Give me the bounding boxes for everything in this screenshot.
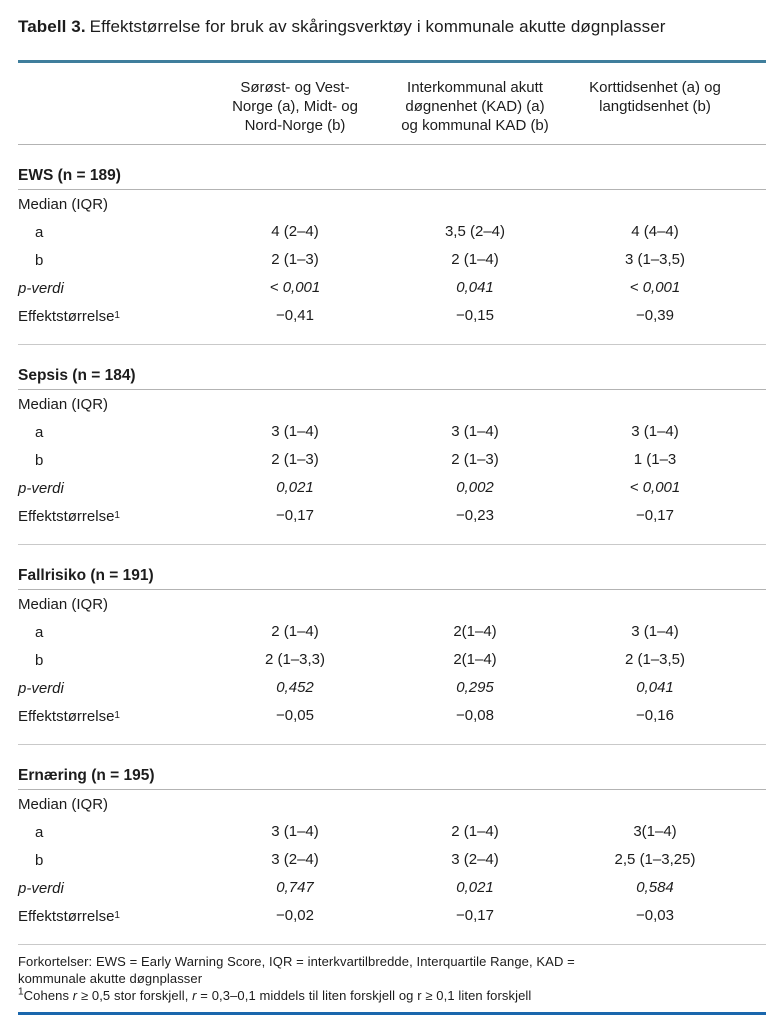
- section-header: Sepsis (n = 184): [18, 367, 136, 384]
- table-row: [18, 818, 766, 846]
- row-label: [18, 452, 205, 469]
- footnote: [18, 987, 766, 1005]
- row-label: [18, 652, 205, 669]
- row-label: [18, 480, 205, 497]
- table-cell: 3 (1–4): [631, 623, 679, 640]
- column-header: [205, 78, 385, 135]
- row-label: [18, 824, 205, 841]
- table-cell: 2 (1–3): [451, 451, 499, 468]
- table-body: [18, 145, 766, 945]
- table-section: [18, 545, 766, 745]
- row-label: [18, 880, 205, 897]
- table-cell: 4 (2–4): [271, 223, 319, 240]
- table-row: [18, 302, 766, 330]
- row-label-text: p-verdi: [18, 679, 64, 697]
- row-label-text: a: [35, 823, 44, 841]
- table-cell: 3 (2–4): [451, 851, 499, 868]
- table-row: [18, 874, 766, 902]
- bottom-accent-rule: [18, 1012, 766, 1015]
- column-header-row: [18, 63, 766, 144]
- table-cell: < 0,001: [629, 479, 681, 496]
- column-header-line: og kommunal KAD (b): [401, 117, 549, 134]
- table-cell: 4 (4–4): [631, 223, 679, 240]
- row-label: [18, 680, 205, 697]
- table-row: [18, 190, 766, 218]
- table-cell: 0,002: [456, 479, 494, 496]
- table-cell: 3 (1–3,5): [624, 251, 686, 268]
- row-label: Effektstørrelse 1: [18, 707, 120, 725]
- table-row: [18, 618, 766, 646]
- row-label-text: Effektstørrelse: [18, 307, 115, 325]
- row-label: Effektstørrelse 1: [18, 907, 120, 925]
- row-label: [18, 252, 205, 269]
- table-cell: 0,021: [276, 479, 314, 496]
- row-label: [18, 596, 205, 613]
- table-cell: 1 (1–3: [633, 451, 677, 468]
- table-title: [18, 16, 766, 38]
- row-label: [18, 224, 205, 241]
- row-label-text: Effektstørrelse: [18, 907, 115, 925]
- row-label-text: b: [35, 251, 44, 269]
- footer-abbreviation-line: kommunale akutte døgnplasser: [18, 971, 203, 986]
- row-label-text: p-verdi: [18, 879, 64, 897]
- table-cell: −0,02: [276, 907, 314, 924]
- row-label: [18, 280, 205, 297]
- table-cell: 0,295: [456, 679, 494, 696]
- column-header-line: Norge (a), Midt- og: [232, 98, 358, 115]
- table-cell: −0,15: [456, 307, 494, 324]
- table-row: [18, 418, 766, 446]
- table-row: [18, 702, 766, 730]
- column-header-line: døgnenhet (KAD) (a): [405, 98, 545, 115]
- footer-abbreviation-line: Forkortelser: EWS = Early Warning Score, IQR = interkvartilbredde, Interquartile Range, KAD =: [18, 954, 575, 969]
- table-row: [18, 502, 766, 530]
- footnote-segment: Cohens: [23, 988, 73, 1003]
- row-label-text: a: [35, 223, 44, 241]
- row-label-text: b: [35, 651, 44, 669]
- column-header-line: Sørøst- og Vest-: [240, 79, 350, 96]
- table-row: [18, 274, 766, 302]
- section-header: EWS (n = 189): [18, 167, 121, 184]
- table-cell: 3 (1–4): [451, 423, 499, 440]
- row-label-text: Median (IQR): [18, 795, 109, 813]
- row-label: [18, 624, 205, 641]
- table-footer: [18, 945, 766, 1005]
- section-header: Ernæring (n = 195): [18, 767, 155, 784]
- table-cell: 2 (1–4): [451, 823, 499, 840]
- column-header-line: Nord-Norge (b): [244, 117, 346, 134]
- table-cell: 2(1–4): [453, 623, 497, 640]
- row-label: [18, 796, 205, 813]
- table-cell: −0,17: [456, 907, 494, 924]
- section-header: Fallrisiko (n = 191): [18, 567, 154, 584]
- table-cell: −0,39: [636, 307, 674, 324]
- table-cell: −0,23: [456, 507, 494, 524]
- table-cell: −0,08: [456, 707, 494, 724]
- column-header: [385, 78, 565, 135]
- row-label: [18, 396, 205, 413]
- row-label-text: Median (IQR): [18, 195, 109, 213]
- table-cell: 3 (1–4): [271, 423, 319, 440]
- table-cell: −0,03: [636, 907, 674, 924]
- footnote-segment: r: [72, 988, 78, 1003]
- footer-abbreviations: [18, 953, 766, 987]
- table-row: [18, 390, 766, 418]
- row-label-text: Median (IQR): [18, 395, 109, 413]
- row-label-text: Effektstørrelse: [18, 707, 115, 725]
- table-cell: 2 (1–3,3): [264, 651, 326, 668]
- table-cell: 2 (1–3): [271, 451, 319, 468]
- column-header-line: Korttidsenhet (a) og: [589, 79, 721, 96]
- table-row: [18, 846, 766, 874]
- row-label-text: p-verdi: [18, 279, 64, 297]
- table-section: [18, 145, 766, 345]
- column-header-line: langtidsenhet (b): [599, 98, 711, 115]
- table-cell: 3(1–4): [633, 823, 677, 840]
- table-row: [18, 446, 766, 474]
- table-cell: −0,17: [276, 507, 314, 524]
- table-cell: 2 (1–4): [451, 251, 499, 268]
- table-cell: −0,05: [276, 707, 314, 724]
- table-cell: < 0,001: [269, 279, 321, 296]
- table-section: [18, 745, 766, 945]
- table-row: [18, 590, 766, 618]
- table-row: [18, 790, 766, 818]
- row-label: [18, 424, 205, 441]
- table-row: [18, 902, 766, 930]
- table-row: [18, 474, 766, 502]
- footnote-segment: ≥ 0,5 stor forskjell,: [77, 988, 193, 1003]
- table-cell: 0,041: [456, 279, 494, 296]
- table-title-text: Effektstørrelse for bruk av skåringsverktøy i kommunale akutte døgnplasser: [89, 17, 666, 36]
- table-cell: 2 (1–3,5): [624, 651, 686, 668]
- table-cell: −0,16: [636, 707, 674, 724]
- table-row: [18, 218, 766, 246]
- row-label-text: Median (IQR): [18, 595, 109, 613]
- row-label-text: a: [35, 623, 44, 641]
- table-cell: 0,452: [276, 679, 314, 696]
- row-label-text: b: [35, 451, 44, 469]
- table-cell: 3 (2–4): [271, 851, 319, 868]
- table-cell: 0,747: [276, 879, 314, 896]
- table-cell: 2(1–4): [453, 651, 497, 668]
- table-row: [18, 646, 766, 674]
- column-header-line: Interkommunal akutt: [407, 79, 543, 96]
- table-title-prefix: Tabell 3.: [18, 17, 86, 36]
- column-header: [565, 78, 745, 135]
- footnote-segment: = 0,3–0,1 middels til liten forskjell og r ≥ 0,1 liten forskjell: [196, 988, 532, 1003]
- row-label-text: Effektstørrelse: [18, 507, 115, 525]
- row-label: Effektstørrelse 1: [18, 307, 120, 325]
- table-row: [18, 674, 766, 702]
- table-cell: 2 (1–4): [271, 623, 319, 640]
- row-label: [18, 196, 205, 213]
- table-cell: 3 (1–4): [271, 823, 319, 840]
- row-label: Effektstørrelse 1: [18, 507, 120, 525]
- footnote-superscript: 1: [18, 986, 24, 998]
- row-label: [18, 852, 205, 869]
- row-label-text: b: [35, 851, 44, 869]
- table-cell: 2 (1–3): [271, 251, 319, 268]
- footnote-segment: r: [192, 988, 197, 1003]
- table-cell: 0,021: [456, 879, 494, 896]
- row-label-text: p-verdi: [18, 479, 64, 497]
- row-label-text: a: [35, 423, 44, 441]
- table-cell: 3 (1–4): [631, 423, 679, 440]
- table-cell: −0,41: [276, 307, 314, 324]
- column-header-spacer: [18, 78, 205, 135]
- table-cell: < 0,001: [629, 279, 681, 296]
- table-section: [18, 345, 766, 545]
- table-cell: 3,5 (2–4): [444, 223, 506, 240]
- table-cell: −0,17: [636, 507, 674, 524]
- table-cell: 2,5 (1–3,25): [614, 851, 696, 868]
- table-cell: 0,041: [636, 679, 674, 696]
- table-cell: 0,584: [636, 879, 674, 896]
- table-row: [18, 246, 766, 274]
